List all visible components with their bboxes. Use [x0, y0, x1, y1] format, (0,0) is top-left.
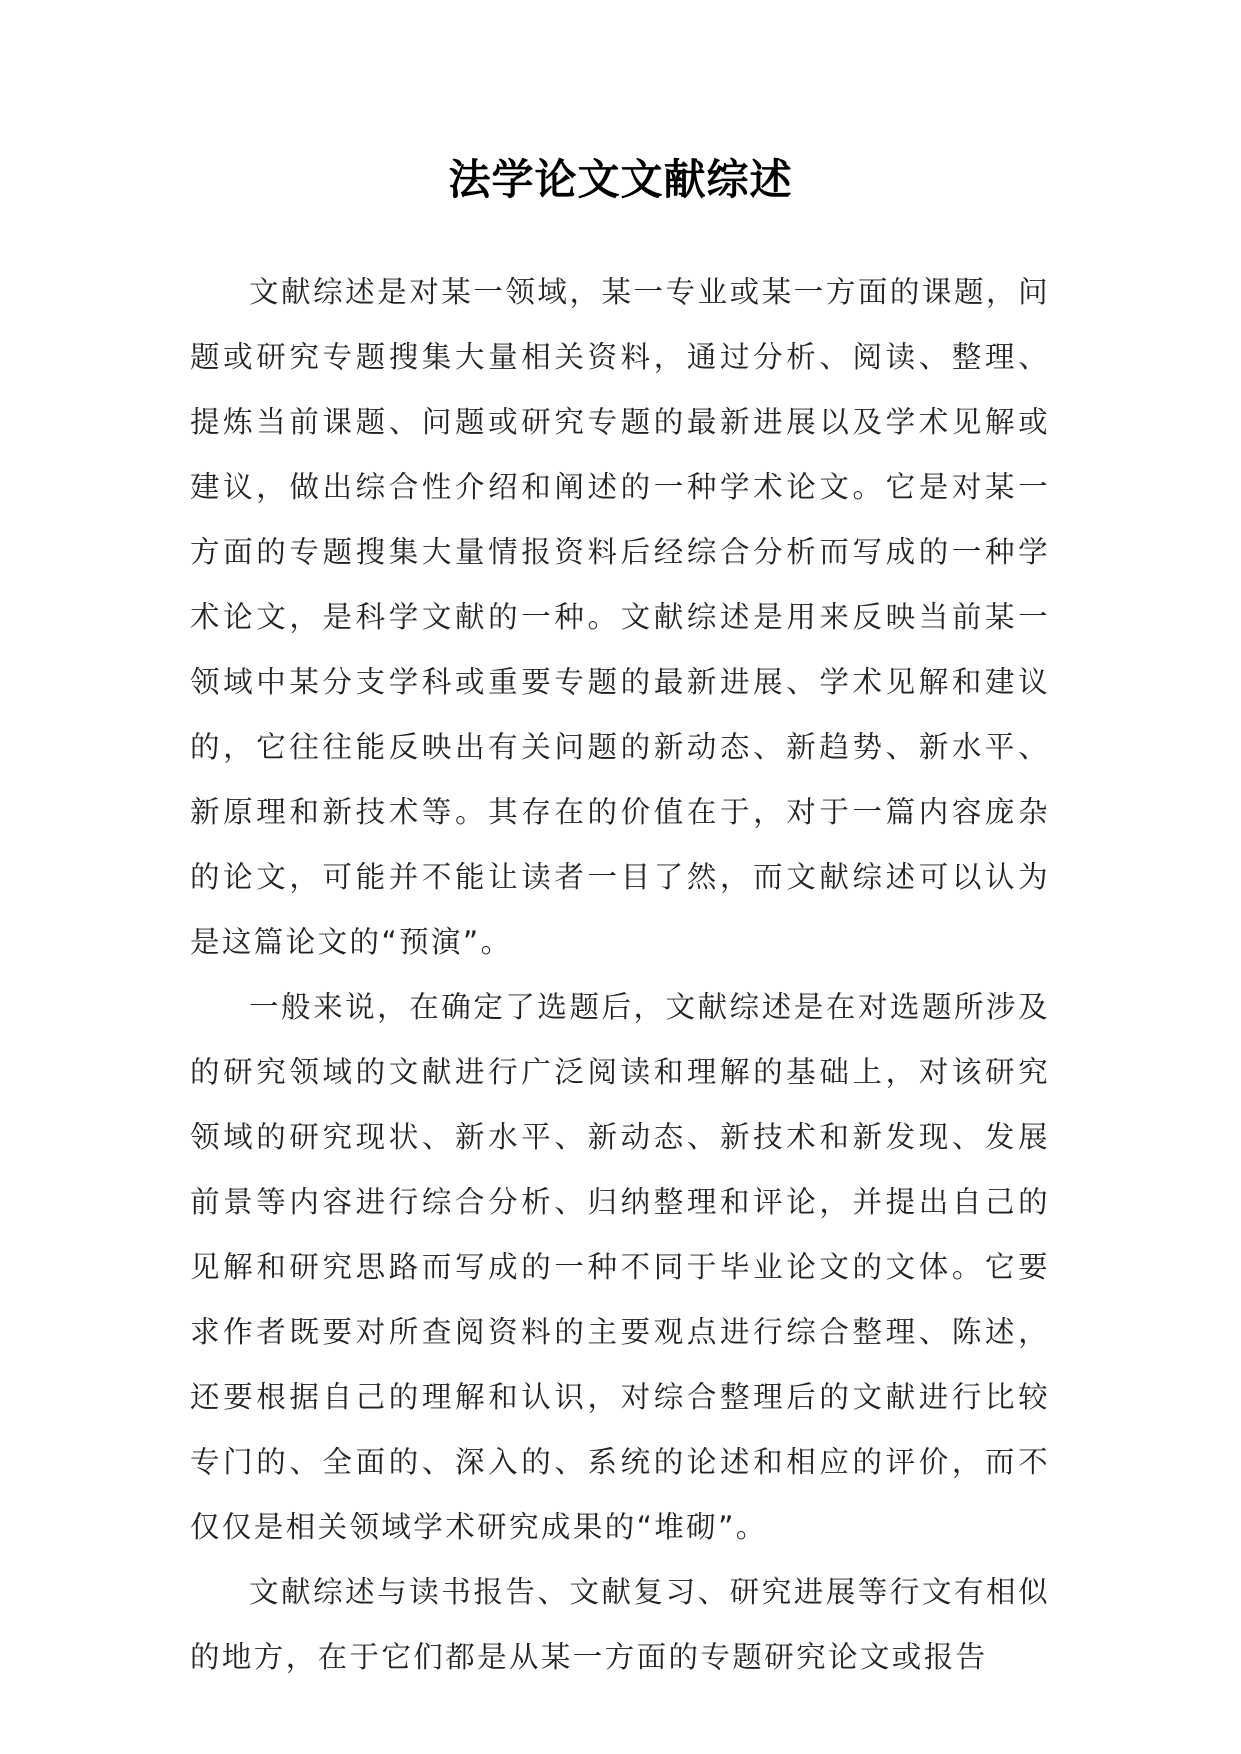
paragraph-1: 文献综述是对某一领域，某一专业或某一方面的课题，问题或研究专题搜集大量相关资料，通过分析、阅读、整理、提炼当前课题、问题或研究专题的最新进展以及学术见解或建议，做出综合性介绍和阐述的一种学术论文。它是对某一方面的专题搜集大量情报资料后经综合分析而写成的一种学术论文，是科学文献的一种。文献综述是用来反映当前某一领域中某分支学科或重要专题的最新进展、学术见解和建议的，它往往能反映出有关问题的新动态、新趋势、新水平、新原理和新技术等。其存在的价值在于，对于一篇内容庞杂的论文，可能并不能让读者一目了然，而文献综述可以认为是这篇论文的“预演”。 — [190, 275, 1050, 959]
document-title: 法学论文文献综述 — [448, 155, 793, 204]
paragraph-2: 一般来说，在确定了选题后，文献综述是在对选题所涉及的研究领域的文献进行广泛阅读和理解的基础上，对该研究领域的研究现状、新水平、新动态、新技术和新发现、发展前景等内容进行综合分析、归纳整理和评论，并提出自己的见解和研究思路而写成的一种不同于毕业论文的文体。它要求作者既要对所查阅资料的主要观点进行综合整理、陈述，还要根据自己的理解和认识，对综合整理后的文献进行比较专门的、全面的、深入的、系统的论述和相应的评价，而不仅仅是相关领域学术研究成果的“堆砌”。 — [190, 990, 1050, 1544]
paragraph-3: 文献综述与读书报告、文献复习、研究进展等行文有相似的地方，在于它们都是从某一方面的专题研究论文或报告 — [190, 1575, 1050, 1674]
document-body — [190, 260, 1050, 1690]
